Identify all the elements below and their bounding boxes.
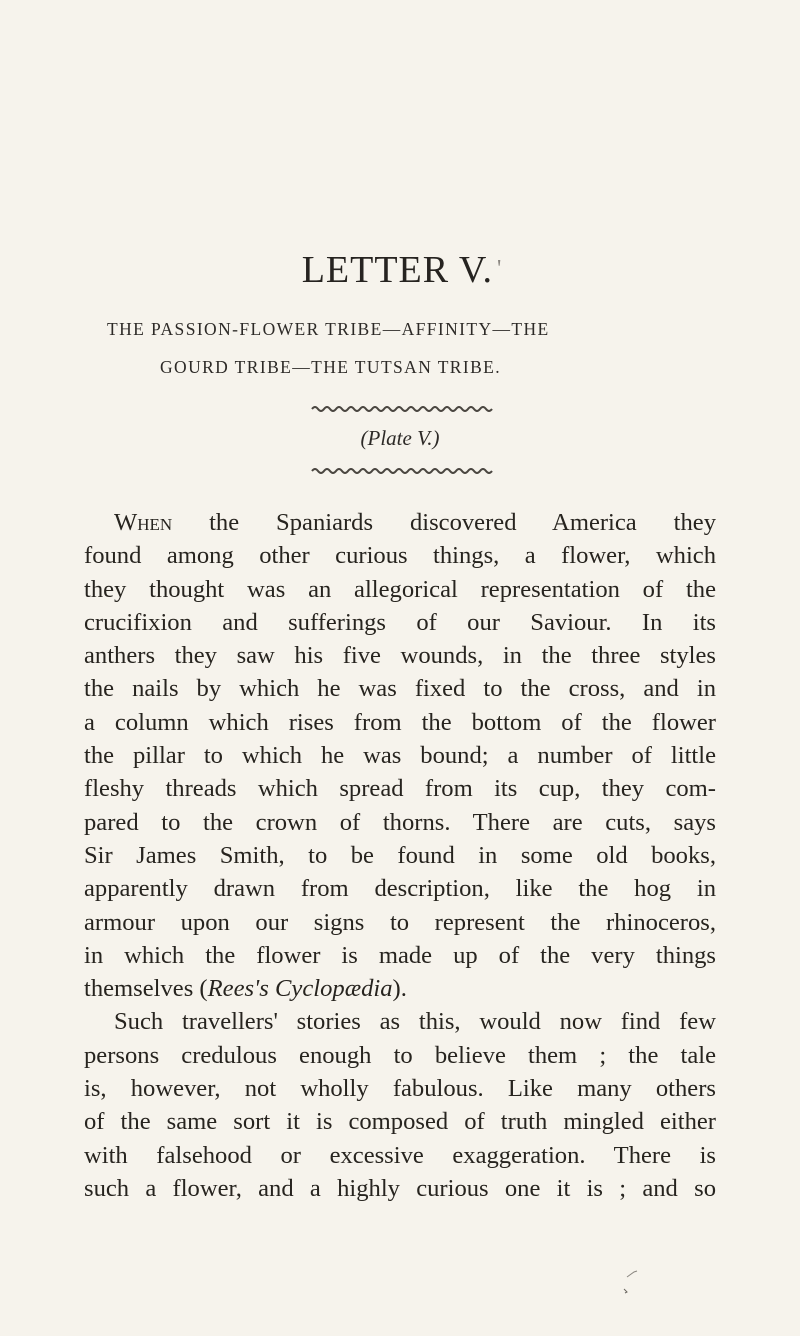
ink-speck bbox=[626, 1270, 638, 1278]
stray-mark: ' bbox=[496, 256, 503, 282]
text-line: of the same sort it is composed of truth mingled either bbox=[84, 1108, 716, 1136]
drop-word: When bbox=[114, 509, 173, 536]
ornamental-rule-top bbox=[310, 404, 496, 414]
citation: Rees's Cyclopædia bbox=[207, 975, 393, 1003]
text-line: such a flower, and a highly curious one it is ; and so bbox=[84, 1174, 716, 1202]
text-line: the pillar to which he was bound; a number of little bbox=[84, 742, 716, 770]
text-line: crucifixion and sufferings of our Saviour. In its bbox=[84, 608, 716, 636]
text-line: When the Spaniards discovered America they bbox=[114, 509, 716, 536]
text-line: they thought was an allegorical representation of the bbox=[84, 575, 716, 603]
text-line: with falsehood or excessive exaggeration. There is bbox=[84, 1141, 716, 1169]
text-line: themselves (Rees's Cyclopædia). bbox=[84, 975, 407, 1003]
body-text bbox=[84, 506, 716, 1205]
text-line: Such travellers' stories as this, would now find few bbox=[114, 1008, 716, 1036]
text-line: pared to the crown of thorns. There are cuts, says bbox=[84, 808, 716, 836]
text-line: in which the flower is made up of the very things bbox=[84, 941, 716, 969]
ornamental-rule-bottom bbox=[310, 466, 496, 476]
text-line: anthers they saw his five wounds, in the three styles bbox=[84, 642, 716, 670]
ink-speck bbox=[622, 1287, 634, 1295]
letter-heading bbox=[0, 248, 800, 292]
text-line: found among other curious things, a flower, which bbox=[84, 542, 716, 570]
text-line: Sir James Smith, to be found in some old books, bbox=[84, 841, 716, 869]
text-line: persons credulous enough to believe them ; the tale bbox=[84, 1041, 716, 1069]
plate-reference: (Plate V.) bbox=[360, 426, 440, 450]
text-line: armour upon our signs to represent the rhinoceros, bbox=[84, 908, 716, 936]
chapter-subtitle-line-2: GOURD TRIBE—THE TUTSAN TRIBE. bbox=[160, 357, 502, 377]
text-line: is, however, not wholly fabulous. Like many others bbox=[84, 1075, 716, 1103]
letter-title: LETTER V. bbox=[301, 249, 493, 291]
text-line: a column which rises from the bottom of the flower bbox=[84, 708, 716, 736]
text-line: the nails by which he was fixed to the cross, and in bbox=[84, 675, 716, 703]
text-line: apparently drawn from description, like the hog in bbox=[84, 875, 716, 903]
chapter-subtitle-line-1: THE PASSION-FLOWER TRIBE—AFFINITY—THE bbox=[107, 319, 550, 339]
text-line: fleshy threads which spread from its cup, they com- bbox=[84, 775, 716, 803]
